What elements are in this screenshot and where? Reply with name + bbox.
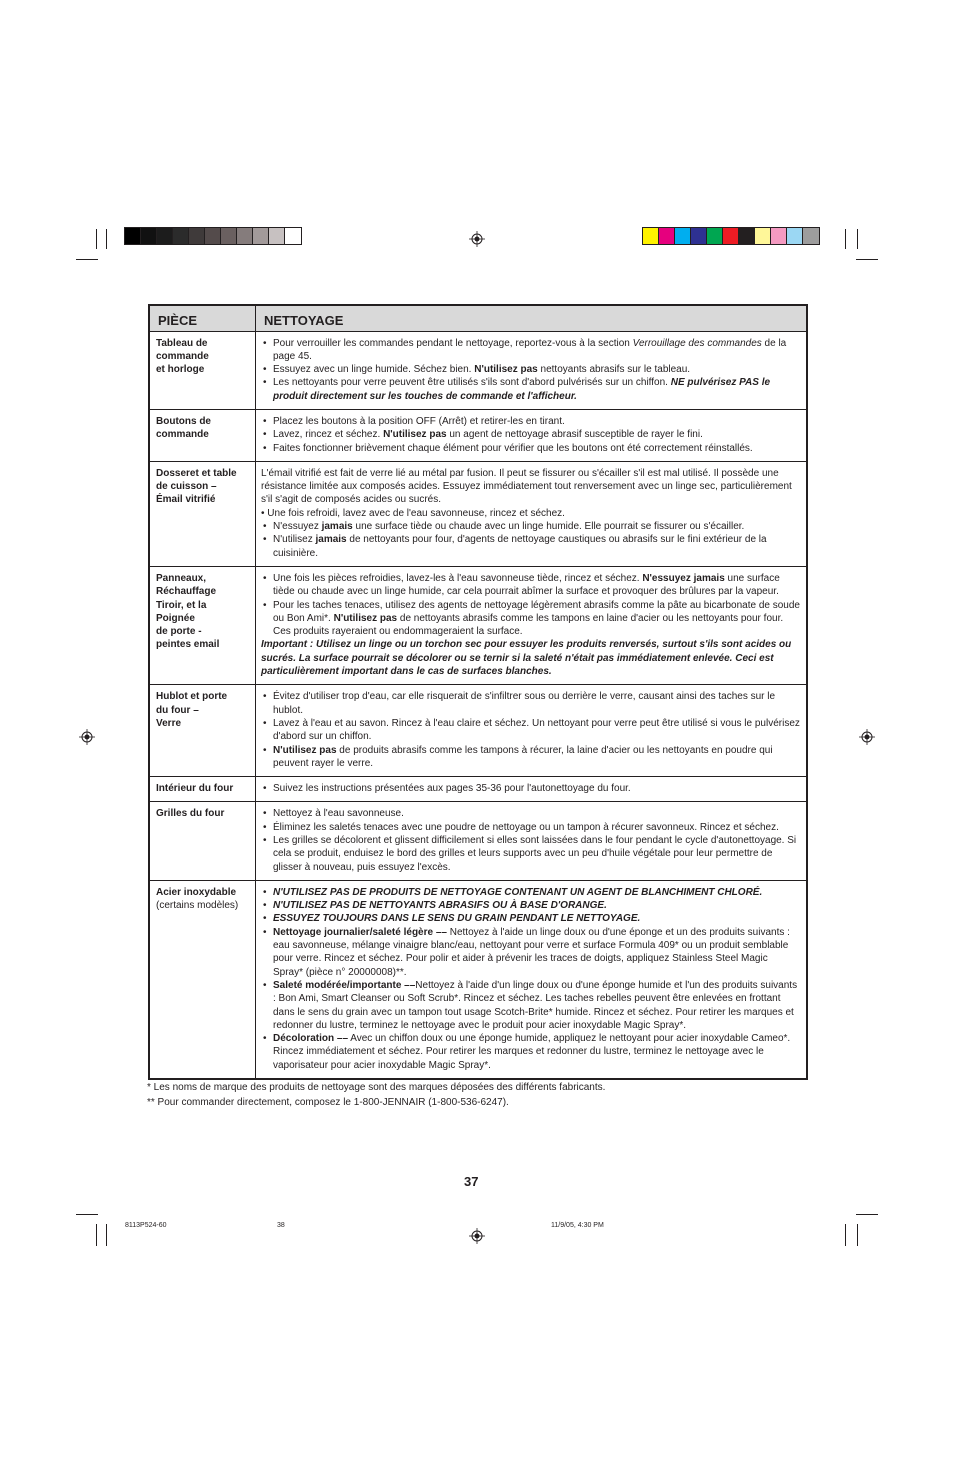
cleaning-cell [256,461,808,566]
color-swatch [723,228,739,244]
part-cell: Dosseret et table de cuisson – Émail vitrifié [149,461,256,566]
important-note: Important : Utilisez un linge ou un torchon sec pour essuyer les produits renversés, surtout s'ils sont acides ou sucrés. La surface pourrait se décolorer ou se ternir si la saleté n'était pas immédiatement enlevée. Ceci est particulièrement important dans le cas de surfaces blanches. [261,639,792,678]
part-subtitle: (certains modèles) [156,900,239,912]
bold-text: N'utilisez pas [474,364,538,376]
gray-swatch [221,228,237,244]
warning-text: N'UTILISEZ PAS DE NETTOYANTS ABRASIFS OU À BASE D'ORANGE. [273,900,607,912]
color-swatch [755,228,771,244]
list-item: • Décoloration –– Avec un chiffon doux ou une éponge humide, appliquez le nettoyant pour acier inoxydable Cameo*. Rincez immédiatement et séchez. Pour retirer les marques et redonner du lustre, terminez le nettoyage avec le vaporisateur pour acier inoxydable Magic Spray*. [261,1032,800,1072]
gray-swatch [269,228,285,244]
page-number: 37 [464,1174,479,1189]
table-row [149,566,807,684]
list-item: • Pour les taches tenaces, utilisez des agents de nettoyage légèrement abrasifs comme la pâte au bicarbonate de soude ou Bon Ami*. N'utilisez pas de nettoyants abrasifs comme les tampons en laine d'acier ou les nettoyants pour four. Ces produits rayeraient ou endommageraient la surface. [261,599,800,639]
list-item: • N'utilisez jamais de nettoyants pour four, d'agents de nettoyage caustiques ou abrasifs sur le fini extérieur de la cuisinière. [261,533,800,560]
intro-paragraph: • Une fois refroidi, lavez avec de l'eau savonneuse, rincez et séchez. [261,507,565,519]
bold-text: N'utilisez pas [333,612,398,624]
cleaning-cell [256,566,808,684]
gray-swatch [285,228,301,244]
bold-text: Saleté modérée/importante –– [273,979,416,991]
table-row [149,461,807,566]
warning-text: N'UTILISEZ PAS DE PRODUITS DE NETTOYAGE CONTENANT UN AGENT DE BLANCHIMENT CHLORÉ. [273,886,763,898]
gray-swatch [173,228,189,244]
list-item [261,899,800,912]
cleaning-cell [256,409,808,461]
cleaning-cell [256,777,808,802]
instruction-list [261,337,800,403]
list-item: • Placez les boutons à la position OFF (Arrêt) et retirer-les en tirant. [261,415,800,428]
instruction-list [261,520,800,560]
list-item: • Nettoyez à l'eau savonneuse. [261,807,800,820]
list-item: • Faites fonctionner brièvement chaque élément pour vérifier que les boutons ont été correctement réinstallés. [261,442,800,455]
footnote-trademarks: * Les noms de marque des produits de nettoyage sont des marques déposées des différents fabricants. [147,1082,606,1093]
registration-mark-icon [469,231,485,247]
instruction-list [261,886,800,1072]
list-item: • N'utilisez pas de produits abrasifs comme les tampons à récurer, la laine d'acier ou les nettoyants en poudre qui peuvent rayer le verre. [261,744,800,771]
gray-swatch [157,228,173,244]
part-cell: Tableau de commande et horloge [149,331,256,409]
instruction-list [261,572,800,638]
list-item: • Les grilles se décolorent et glissent difficilement si elles sont laissées dans le four pendant le cycle d'autonettoyage. Si cela se produit, enduisez le bord des grilles et leurs supports avec un peu d'huile végétale pour leur permettre de glisser à nouveau, puis essuyez l'excès. [261,834,800,874]
warning-text: NE pulvérisez PAS le produit directement sur les touches de commande et l'afficheur. [273,377,771,402]
cleaning-table [148,304,808,1080]
footnote-order: ** Pour commander directement, composez le 1-800-JENNAIR (1-800-536-6247). [147,1097,509,1108]
color-swatch [691,228,707,244]
grayscale-color-bar [124,227,302,245]
gray-swatch [253,228,269,244]
list-item: • Éliminez les saletés tenaces avec une poudre de nettoyage ou un tampon à récurer savonneux. Rincez et séchez. [261,821,800,834]
color-swatch [643,228,659,244]
table-body [149,331,807,1079]
cleaning-cell [256,331,808,409]
part-cell: Boutons de commande [149,409,256,461]
list-item [261,886,800,899]
part-cell: Acier inoxydable (certains modèles) [149,880,256,1079]
slug-job: 8113P524-60 [125,1222,167,1229]
bold-text: jamais [321,521,353,533]
list-item: • Les nettoyants pour verre peuvent être utilisés s'ils sont d'abord pulvérisés sur un chiffon. NE pulvérisez PAS le produit directement sur les touches de commande et l'afficheur. [261,376,800,403]
color-swatch [675,228,691,244]
color-swatch [771,228,787,244]
header-part: PIÈCE [149,305,256,331]
color-swatch [659,228,675,244]
bold-text: jamais [315,534,347,546]
registration-mark-icon [469,1228,485,1244]
color-swatch [707,228,723,244]
process-color-bar [642,227,820,245]
gray-swatch [189,228,205,244]
part-cell: Panneaux, Réchauffage Tiroir, et la Poignée de porte - peintes email [149,566,256,684]
registration-mark-icon [859,729,875,745]
cleaning-cell [256,880,808,1079]
gray-swatch [237,228,253,244]
list-item: • Suivez les instructions présentées aux pages 35-36 pour l'autonettoyage du four. [261,782,800,795]
color-swatch [739,228,755,244]
table-row [149,777,807,802]
instruction-list [261,415,800,455]
color-swatch [803,228,819,244]
list-item: • Lavez, rincez et séchez. N'utilisez pas un agent de nettoyage abrasif susceptible de rayer le fini. [261,428,800,441]
list-item: • Lavez à l'eau et au savon. Rincez à l'eau claire et séchez. Un nettoyant pour verre peut être utilisé si vous le pulvérisez d'abord sur un chiffon. [261,717,800,744]
bold-text: Nettoyage journalier/saleté légère –– [273,926,447,938]
italic-text: Verrouillage des commandes [632,337,762,349]
list-item: • Pour verrouiller les commandes pendant le nettoyage, reportez-vous à la section Verrouillage des commandes de la page 45. [261,337,800,364]
gray-swatch [205,228,221,244]
bold-text: N'essuyez jamais [642,572,725,584]
instruction-list [261,807,800,873]
list-item [261,912,800,925]
table-row [149,880,807,1079]
warning-text: ESSUYEZ TOUJOURS DANS LE SENS DU GRAIN PENDANT LE NETTOYAGE. [273,913,641,925]
table-row [149,331,807,409]
gray-swatch [141,228,157,244]
list-item: • Saleté modérée/importante ––Nettoyez à l'aide d'un linge doux ou d'une éponge humide et l'un des produits suivants : Bon Ami, Smart Cleanser ou Soft Scrub*. Rincez et séchez. Les taches rebelles peuvent être enlevées en frottant dans le sens du grain avec un tampon tout usage Scotch-Brite* humide. Rincez et séchez. Pour retirer les marques et redonner du lustre, terminez le nettoyage avec le produit pour acier inoxydable Magic Spray*. [261,979,800,1032]
bold-text: N'utilisez pas [273,744,337,756]
part-cell: Intérieur du four [149,777,256,802]
bold-text: Décoloration –– [273,1033,349,1045]
table-row [149,802,807,880]
color-swatch [787,228,803,244]
part-cell: Grilles du four [149,802,256,880]
list-item: • Une fois les pièces refroidies, lavez-les à l'eau savonneuse tiède, rincez et séchez. N'essuyez jamais une surface tiède ou chaude avec un linge humide, car cela pourrait abîmer la surface et provoquer des brûlures par la vapeur. [261,572,800,599]
bold-text: N'utilisez pas [383,429,447,441]
part-cell: Hublot et porte du four – Verre [149,685,256,777]
cleaning-cell [256,685,808,777]
table-row [149,409,807,461]
intro-paragraph: L'émail vitrifié est fait de verre lié au métal par fusion. Il peut se fissurer ou s'écailler s'il est mal utilisé. Il possède une résistance limitée aux composés acides. Essuyez immédiatement tout renversement avec un linge sec, particulièrement s'il s'agit de composés acides ou sucrés. [261,467,792,506]
header-cleaning: NETTOYAGE [256,305,808,331]
instruction-list [261,782,800,795]
list-item: • N'essuyez jamais une surface tiède ou chaude avec un linge humide. Elle pourrait se fissurer ou s'écailler. [261,520,800,533]
table-header-row [149,305,807,331]
list-item: • Essuyez avec un linge humide. Séchez bien. N'utilisez pas nettoyants abrasifs sur le tableau. [261,363,800,376]
instruction-list [261,690,800,770]
slug-page: 38 [277,1222,285,1229]
gray-swatch [125,228,141,244]
table-row [149,685,807,777]
list-item: • Nettoyage journalier/saleté légère –– Nettoyez à l'aide un linge doux ou d'une éponge et un des produits suivants : eau savonneuse, mélange vinaigre blanc/eau, nettoyant pour verre et surface Formula 409* ou un produit semblable pour verre. Rincez et séchez. Pour polir et aider à prévenir les traces de doigts, appliquez Stainless Steel Magic Spray* (pièce n° 20000008)**. [261,926,800,979]
slug-date: 11/9/05, 4:30 PM [551,1222,604,1229]
cleaning-cell [256,802,808,880]
list-item: • Évitez d'utiliser trop d'eau, car elle risquerait de s'infiltrer sous ou derrière le verre, causant ainsi des taches sur le hublot. [261,690,800,717]
registration-mark-icon [79,729,95,745]
